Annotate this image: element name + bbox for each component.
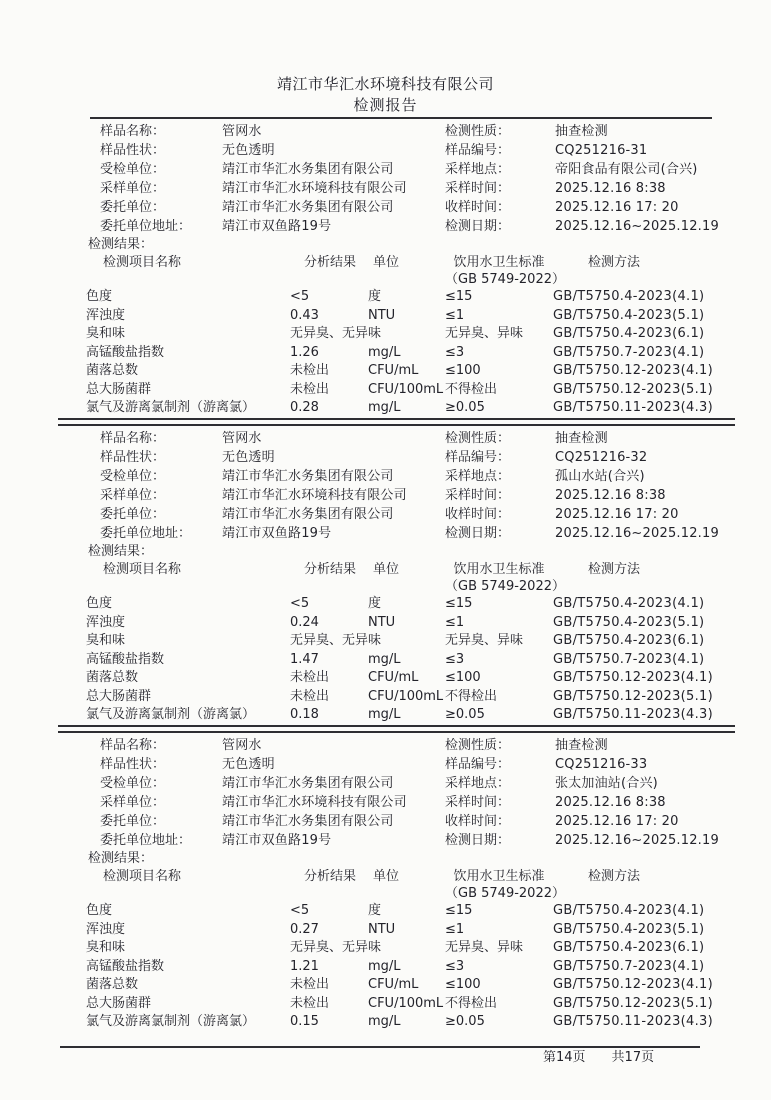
col-result-header: 分析结果	[304, 562, 357, 577]
analysis-result: 无异臭、无异味	[290, 326, 382, 341]
method-standard: GB/T5750.12-2023(4.1)	[553, 363, 713, 378]
test-date-value: 2025.12.16~2025.12.19	[555, 526, 719, 541]
col-method-header: 检测方法	[588, 562, 641, 577]
sample-no-row	[445, 448, 761, 467]
sample-trait-value: 无色透明	[222, 757, 275, 772]
client-addr-label: 委托单位地址：	[100, 526, 192, 541]
sampling-time-label: 采样时间：	[445, 181, 511, 196]
item-name: 高锰酸盐指数	[86, 344, 165, 360]
receiving-time-row	[445, 812, 761, 831]
standard-limit: 无异臭、异味	[445, 633, 524, 648]
inspected-org-value: 靖江市华汇水务集团有限公司	[222, 776, 394, 791]
sample-info-right	[445, 122, 761, 236]
method-standard: GB/T5750.7-2023(4.1)	[553, 958, 705, 974]
result-row	[86, 688, 761, 707]
inspected-org-value: 靖江市华汇水务集团有限公司	[222, 162, 394, 177]
unit-value: mg/L	[368, 400, 401, 415]
test-date-value: 2025.12.16~2025.12.19	[555, 219, 719, 234]
col-item-header: 检测项目名称	[103, 255, 182, 270]
sample-no-label: 样品编号：	[445, 757, 511, 772]
unit-value: mg/L	[368, 1014, 401, 1029]
analysis-result: 未检出	[290, 381, 330, 397]
result-row	[86, 995, 761, 1014]
client-addr-row	[86, 831, 445, 850]
sampling-org-row	[86, 486, 445, 505]
page-number: 第14页	[543, 1050, 586, 1065]
method-standard: GB/T5750.7-2023(4.1)	[553, 344, 705, 360]
unit-value: CFU/mL	[368, 670, 419, 685]
standard-limit: ≤1	[445, 921, 465, 937]
sample-trait-label: 样品性状：	[100, 757, 166, 772]
sample-no-row	[445, 141, 761, 160]
analysis-result: 0.27	[290, 921, 319, 937]
item-name: 氯气及游离氯制剂（游离氯）	[86, 1014, 256, 1029]
unit-value: mg/L	[368, 651, 401, 667]
sampling-org-value: 靖江市华汇水环境科技有限公司	[222, 488, 407, 503]
item-name: 浑浊度	[86, 614, 126, 630]
analysis-result: 0.43	[290, 307, 319, 323]
result-row	[86, 362, 761, 381]
nature-row	[445, 122, 761, 141]
sampling-time-value: 2025.12.16 8:38	[555, 795, 666, 810]
col-standard-header	[445, 868, 565, 902]
sampling-time-label: 采样时间：	[445, 488, 511, 503]
standard-limit: ≤100	[445, 363, 481, 378]
unit-value	[368, 939, 445, 958]
standard-title-line: 饮用水卫生标准	[453, 562, 545, 577]
col-standard-header	[445, 254, 565, 288]
standard-limit: ≥0.05	[445, 1014, 485, 1029]
item-name: 色度	[86, 596, 113, 611]
sample-trait-label: 样品性状：	[100, 450, 166, 465]
method-standard: GB/T5750.12-2023(4.1)	[553, 670, 713, 685]
results-table-body	[86, 595, 761, 725]
col-unit-header: 单位	[373, 562, 400, 577]
standard-limit: 无异臭、异味	[445, 940, 524, 955]
method-standard: GB/T5750.11-2023(4.3)	[553, 707, 713, 722]
item-name: 臭和味	[86, 633, 126, 648]
sample-report-section	[0, 119, 771, 418]
standard-limit: ≤3	[445, 958, 465, 974]
sample-report-section	[0, 426, 771, 725]
standard-limit: ≤15	[445, 289, 473, 304]
sampling-org-label: 采样单位：	[100, 795, 166, 810]
receiving-time-label: 收样时间：	[445, 814, 511, 829]
client-addr-label: 委托单位地址：	[100, 833, 192, 848]
standard-title-line: 饮用水卫生标准	[453, 869, 545, 884]
sample-trait-value: 无色透明	[222, 143, 275, 158]
site-label: 采样地点：	[445, 776, 511, 791]
analysis-result: 未检出	[290, 977, 330, 992]
nature-label: 检测性质：	[445, 431, 511, 446]
receiving-time-value: 2025.12.16 17: 20	[555, 814, 679, 829]
client-org-value: 靖江市华汇水务集团有限公司	[222, 814, 394, 829]
receiving-time-label: 收样时间：	[445, 507, 511, 522]
sample-trait-label: 样品性状：	[100, 143, 166, 158]
analysis-result: 未检出	[290, 995, 330, 1011]
client-addr-value: 靖江市双鱼路19号	[222, 833, 332, 848]
unit-value: NTU	[368, 614, 396, 630]
sample-name-value: 管网水	[222, 738, 262, 753]
client-addr-row	[86, 524, 445, 543]
site-row	[445, 774, 761, 793]
analysis-result: <5	[290, 903, 310, 918]
method-standard: GB/T5750.11-2023(4.3)	[553, 1014, 713, 1029]
item-name: 氯气及游离氯制剂（游离氯）	[86, 400, 256, 415]
doc-header	[0, 0, 771, 115]
test-date-value: 2025.12.16~2025.12.19	[555, 833, 719, 848]
unit-value: CFU/100mL	[368, 381, 444, 397]
sample-trait-row	[86, 448, 445, 467]
section-divider	[58, 725, 735, 733]
sample-no-value: CQ251216-33	[555, 757, 648, 772]
standard-limit: ≤100	[445, 670, 481, 685]
results-table-header	[86, 561, 761, 595]
method-standard: GB/T5750.11-2023(4.3)	[553, 400, 713, 415]
col-item-header: 检测项目名称	[103, 562, 182, 577]
client-org-label: 委托单位：	[100, 814, 166, 829]
standard-gb-line: （GB 5749-2022）	[445, 579, 565, 594]
receiving-time-row	[445, 198, 761, 217]
result-row	[86, 325, 761, 344]
sample-info-right	[445, 736, 761, 850]
nature-value: 抽查检测	[555, 124, 608, 139]
nature-value: 抽查检测	[555, 738, 608, 753]
nature-label: 检测性质：	[445, 124, 511, 139]
unit-value: mg/L	[368, 344, 401, 360]
results-label: 检测结果：	[88, 237, 154, 252]
inspected-org-row	[86, 467, 445, 486]
analysis-result: <5	[290, 596, 310, 611]
col-standard-header	[445, 561, 565, 595]
item-name: 浑浊度	[86, 307, 126, 323]
sample-name-label: 样品名称：	[100, 738, 166, 753]
sample-info-left	[86, 122, 445, 236]
result-row	[86, 669, 761, 688]
item-name: 总大肠菌群	[86, 381, 152, 397]
site-value: 帝阳食品有限公司(合兴)	[555, 162, 698, 177]
client-addr-label: 委托单位地址：	[100, 219, 192, 234]
item-name: 臭和味	[86, 326, 126, 341]
nature-row	[445, 429, 761, 448]
col-unit-header: 单位	[373, 255, 400, 270]
standard-limit: ≤1	[445, 614, 465, 630]
sampling-time-row	[445, 793, 761, 812]
results-table-header	[86, 868, 761, 902]
sample-trait-value: 无色透明	[222, 450, 275, 465]
method-standard: GB/T5750.12-2023(5.1)	[553, 381, 713, 397]
standard-limit: 不得检出	[445, 995, 498, 1011]
client-addr-row	[86, 217, 445, 236]
test-date-label: 检测日期：	[445, 219, 511, 234]
result-row	[86, 632, 761, 651]
test-date-row	[445, 217, 761, 236]
company-name: 靖江市华汇水环境科技有限公司	[276, 75, 494, 93]
method-standard: GB/T5750.4-2023(5.1)	[553, 614, 705, 630]
result-row	[86, 307, 761, 326]
results-table	[86, 254, 761, 418]
item-name: 色度	[86, 903, 113, 918]
analysis-result: 无异臭、无异味	[290, 940, 382, 955]
sample-info-right	[445, 429, 761, 543]
sample-no-value: CQ251216-32	[555, 450, 648, 465]
method-standard: GB/T5750.12-2023(4.1)	[553, 977, 713, 992]
sampling-time-row	[445, 179, 761, 198]
result-row	[86, 939, 761, 958]
analysis-result: 1.47	[290, 651, 319, 667]
inspected-org-row	[86, 774, 445, 793]
sample-no-value: CQ251216-31	[555, 143, 648, 158]
method-standard: GB/T5750.4-2023(4.1)	[553, 289, 705, 304]
method-standard: GB/T5750.4-2023(5.1)	[553, 921, 705, 937]
unit-value: mg/L	[368, 707, 401, 722]
unit-value: 度	[368, 289, 382, 304]
sampling-org-row	[86, 793, 445, 812]
item-name: 色度	[86, 289, 113, 304]
results-table-body	[86, 902, 761, 1032]
method-standard: GB/T5750.4-2023(6.1)	[553, 633, 705, 648]
client-org-value: 靖江市华汇水务集团有限公司	[222, 200, 394, 215]
client-org-row	[86, 198, 445, 217]
method-standard: GB/T5750.4-2023(6.1)	[553, 940, 705, 955]
unit-value: CFU/mL	[368, 363, 419, 378]
method-standard: GB/T5750.12-2023(5.1)	[553, 995, 713, 1011]
analysis-result: 未检出	[290, 688, 330, 704]
site-value: 孤山水站(合兴)	[555, 469, 645, 484]
standard-limit: ≥0.05	[445, 400, 485, 415]
receiving-time-label: 收样时间：	[445, 200, 511, 215]
result-row	[86, 344, 761, 363]
client-addr-value: 靖江市双鱼路19号	[222, 526, 332, 541]
method-standard: GB/T5750.7-2023(4.1)	[553, 651, 705, 667]
analysis-result: 0.18	[290, 707, 319, 722]
unit-value: CFU/mL	[368, 977, 419, 992]
sample-name-row	[86, 429, 445, 448]
col-result-header: 分析结果	[304, 869, 357, 884]
analysis-result: 0.28	[290, 400, 319, 415]
sample-name-row	[86, 122, 445, 141]
client-addr-value: 靖江市双鱼路19号	[222, 219, 332, 234]
unit-value: mg/L	[368, 958, 401, 974]
results-label: 检测结果：	[88, 544, 154, 559]
unit-value: 度	[368, 903, 382, 918]
standard-limit: ≤3	[445, 344, 465, 360]
test-date-label: 检测日期：	[445, 833, 511, 848]
site-value: 张太加油站(合兴)	[555, 776, 658, 791]
site-row	[445, 160, 761, 179]
site-row	[445, 467, 761, 486]
sections-host	[0, 119, 771, 1032]
inspected-org-label: 受检单位：	[100, 162, 166, 177]
sample-name-value: 管网水	[222, 124, 262, 139]
results-table-body	[86, 288, 761, 418]
standard-limit: 不得检出	[445, 688, 498, 704]
col-item-header: 检测项目名称	[103, 869, 182, 884]
sampling-time-value: 2025.12.16 8:38	[555, 181, 666, 196]
page-total: 共17页	[611, 1050, 655, 1065]
sample-info	[86, 736, 761, 850]
sample-info	[86, 429, 761, 543]
inspected-org-label: 受检单位：	[100, 469, 166, 484]
result-row	[86, 706, 761, 725]
item-name: 浑浊度	[86, 921, 126, 937]
client-org-label: 委托单位：	[100, 507, 166, 522]
section-divider	[58, 418, 735, 426]
nature-label: 检测性质：	[445, 738, 511, 753]
sampling-org-label: 采样单位：	[100, 488, 166, 503]
unit-value: CFU/100mL	[368, 995, 444, 1011]
item-name: 菌落总数	[86, 363, 139, 378]
sampling-org-label: 采样单位：	[100, 181, 166, 196]
sample-trait-row	[86, 755, 445, 774]
sample-info-left	[86, 736, 445, 850]
method-standard: GB/T5750.4-2023(5.1)	[553, 307, 705, 323]
result-row	[86, 958, 761, 977]
standard-limit: 无异臭、异味	[445, 326, 524, 341]
analysis-result: 0.24	[290, 614, 319, 630]
client-org-label: 委托单位：	[100, 200, 166, 215]
client-org-row	[86, 505, 445, 524]
item-name: 菌落总数	[86, 670, 139, 685]
inspected-org-row	[86, 160, 445, 179]
item-name: 高锰酸盐指数	[86, 958, 165, 974]
standard-gb-line: （GB 5749-2022）	[445, 886, 565, 901]
test-date-row	[445, 524, 761, 543]
results-label: 检测结果：	[88, 851, 154, 866]
receiving-time-row	[445, 505, 761, 524]
col-result-header: 分析结果	[304, 255, 357, 270]
analysis-result: 无异臭、无异味	[290, 633, 382, 648]
result-row	[86, 902, 761, 921]
sample-name-label: 样品名称：	[100, 124, 166, 139]
item-name: 臭和味	[86, 940, 126, 955]
analysis-result: 未检出	[290, 363, 330, 378]
unit-value	[368, 325, 445, 344]
method-standard: GB/T5750.12-2023(5.1)	[553, 688, 713, 704]
standard-limit: ≤3	[445, 651, 465, 667]
inspected-org-label: 受检单位：	[100, 776, 166, 791]
results-table	[86, 868, 761, 1032]
site-label: 采样地点：	[445, 469, 511, 484]
standard-limit: ≥0.05	[445, 707, 485, 722]
sample-no-label: 样品编号：	[445, 450, 511, 465]
unit-value	[368, 632, 445, 651]
analysis-result: 0.15	[290, 1014, 319, 1029]
sampling-time-label: 采样时间：	[445, 795, 511, 810]
results-table-header	[86, 254, 761, 288]
sample-no-row	[445, 755, 761, 774]
result-row	[86, 381, 761, 400]
site-label: 采样地点：	[445, 162, 511, 177]
result-row	[86, 976, 761, 995]
receiving-time-value: 2025.12.16 17: 20	[555, 507, 679, 522]
results-table	[86, 561, 761, 725]
standard-limit: 不得检出	[445, 381, 498, 397]
result-row	[86, 1013, 761, 1032]
standard-limit: ≤15	[445, 596, 473, 611]
sample-name-row	[86, 736, 445, 755]
client-org-value: 靖江市华汇水务集团有限公司	[222, 507, 394, 522]
inspected-org-value: 靖江市华汇水务集团有限公司	[222, 469, 394, 484]
standard-limit: ≤100	[445, 977, 481, 992]
sample-info-left	[86, 429, 445, 543]
standard-limit: ≤1	[445, 307, 465, 323]
analysis-result: <5	[290, 289, 310, 304]
nature-row	[445, 736, 761, 755]
result-row	[86, 921, 761, 940]
analysis-result: 未检出	[290, 670, 330, 685]
unit-value: NTU	[368, 307, 396, 323]
item-name: 氯气及游离氯制剂（游离氯）	[86, 707, 256, 722]
col-method-header: 检测方法	[588, 869, 641, 884]
standard-limit: ≤15	[445, 903, 473, 918]
method-standard: GB/T5750.4-2023(4.1)	[553, 596, 705, 611]
receiving-time-value: 2025.12.16 17: 20	[555, 200, 679, 215]
sample-report-section	[0, 733, 771, 1032]
result-row	[86, 651, 761, 670]
unit-value: 度	[368, 596, 382, 611]
sample-name-label: 样品名称：	[100, 431, 166, 446]
unit-value: NTU	[368, 921, 396, 937]
sampling-time-value: 2025.12.16 8:38	[555, 488, 666, 503]
nature-value: 抽查检测	[555, 431, 608, 446]
col-method-header: 检测方法	[588, 255, 641, 270]
sample-info	[86, 122, 761, 236]
standard-title-line: 饮用水卫生标准	[453, 255, 545, 270]
result-row	[86, 399, 761, 418]
item-name: 高锰酸盐指数	[86, 651, 165, 667]
sampling-time-row	[445, 486, 761, 505]
test-date-row	[445, 831, 761, 850]
client-org-row	[86, 812, 445, 831]
report-title: 检测报告	[353, 96, 418, 114]
method-standard: GB/T5750.4-2023(6.1)	[553, 326, 705, 341]
item-name: 菌落总数	[86, 977, 139, 992]
sample-no-label: 样品编号：	[445, 143, 511, 158]
result-row	[86, 614, 761, 633]
test-date-label: 检测日期：	[445, 526, 511, 541]
sample-name-value: 管网水	[222, 431, 262, 446]
analysis-result: 1.26	[290, 344, 319, 360]
sampling-org-value: 靖江市华汇水环境科技有限公司	[222, 795, 407, 810]
item-name: 总大肠菌群	[86, 688, 152, 704]
standard-gb-line: （GB 5749-2022）	[445, 272, 565, 287]
sampling-org-row	[86, 179, 445, 198]
sampling-org-value: 靖江市华汇水环境科技有限公司	[222, 181, 407, 196]
analysis-result: 1.21	[290, 958, 319, 974]
page-footer	[0, 1048, 771, 1070]
result-row	[86, 288, 761, 307]
result-row	[86, 595, 761, 614]
method-standard: GB/T5750.4-2023(4.1)	[553, 903, 705, 918]
unit-value: CFU/100mL	[368, 688, 444, 704]
sample-trait-row	[86, 141, 445, 160]
col-unit-header: 单位	[373, 869, 400, 884]
item-name: 总大肠菌群	[86, 995, 152, 1011]
